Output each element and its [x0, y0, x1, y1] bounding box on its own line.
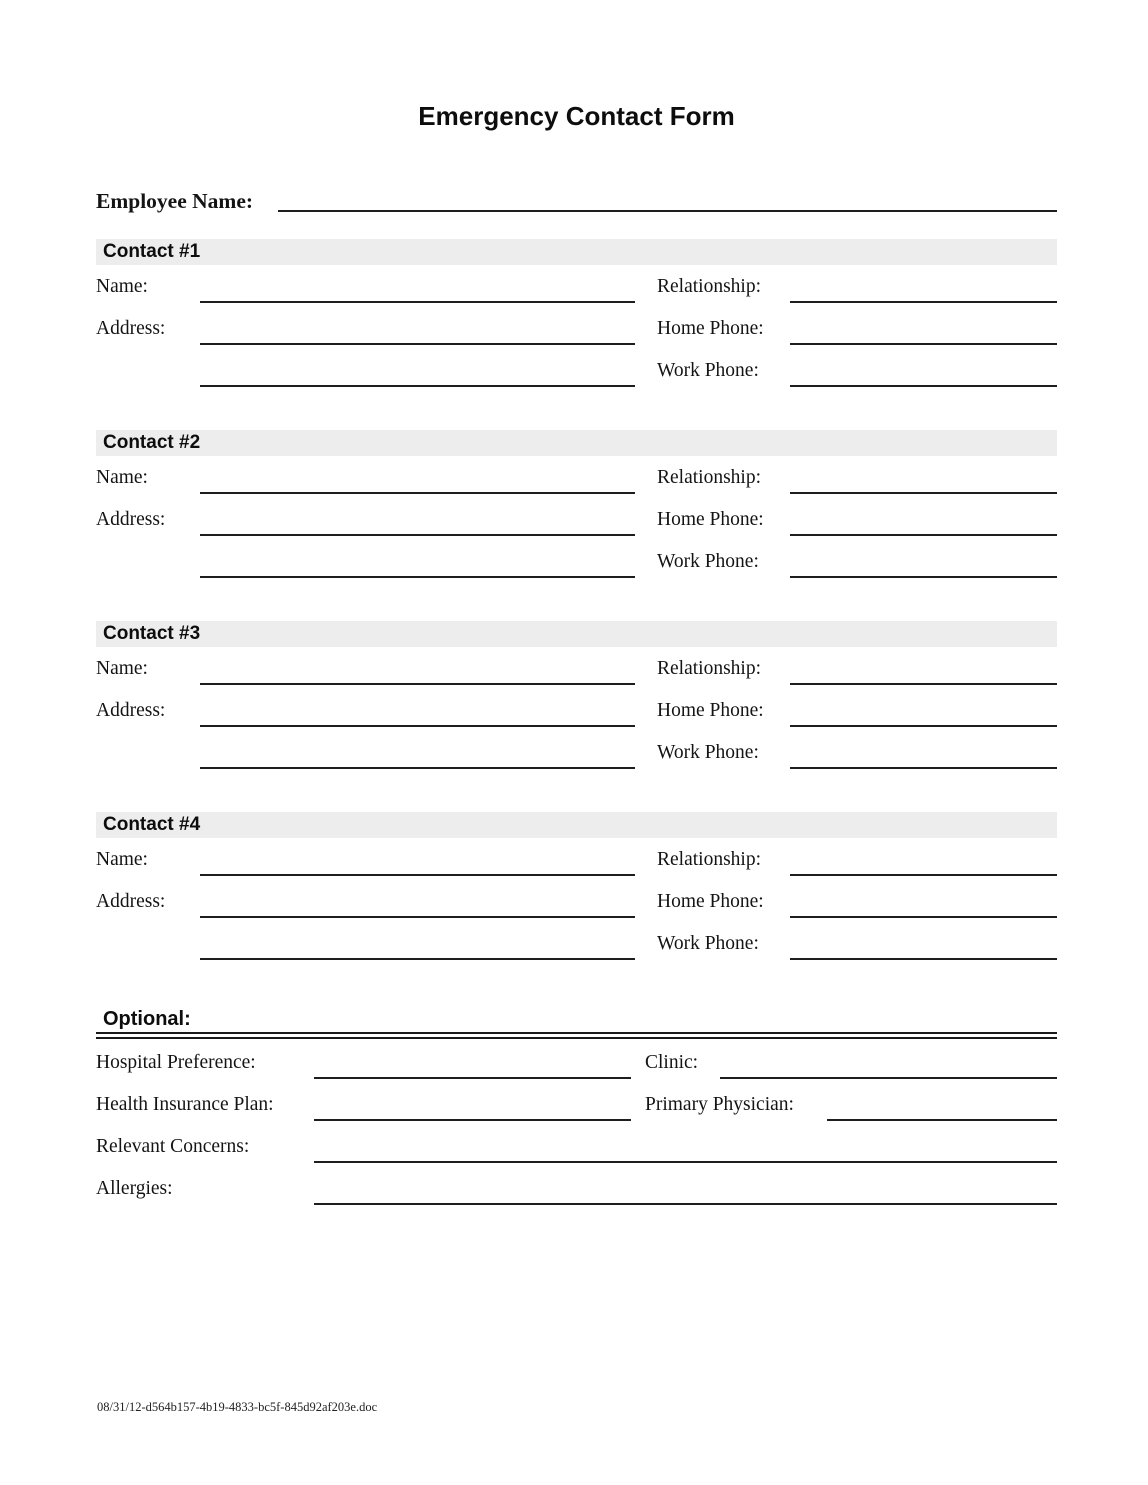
contact-4-work-phone-input-line[interactable]	[790, 958, 1057, 960]
relationship-label: Relationship:	[657, 849, 761, 870]
contact-section-3	[96, 621, 1057, 769]
contact-4-name-input-line[interactable]	[200, 874, 635, 876]
contact-4-row-address2	[96, 918, 1057, 960]
optional-row-relevant-concerns	[96, 1121, 1057, 1163]
name-label: Name:	[96, 467, 148, 488]
optional-header: Optional:	[103, 1008, 191, 1030]
primary-physician-label: Primary Physician:	[645, 1094, 794, 1115]
address-label: Address:	[96, 700, 166, 721]
contact-3-name-input-line[interactable]	[200, 683, 635, 685]
contact-3-home-phone-input-line[interactable]	[790, 725, 1057, 727]
primary-physician-input-line[interactable]	[827, 1119, 1057, 1121]
relationship-label: Relationship:	[657, 658, 761, 679]
contact-2-address-input-line[interactable]	[200, 534, 635, 536]
contact-2-rows	[96, 452, 1057, 578]
contact-2-row-address2	[96, 536, 1057, 578]
contact-1-work-phone-input-line[interactable]	[790, 385, 1057, 387]
contact-4-row-address	[96, 876, 1057, 918]
contact-2-header: Contact #2	[96, 430, 1057, 456]
blank-label-spacer	[96, 954, 200, 960]
contact-4-address2-input-line[interactable]	[200, 958, 635, 960]
contact-3-row-address	[96, 685, 1057, 727]
optional-row-hospital-clinic	[96, 1037, 1057, 1079]
clinic-input-line[interactable]	[720, 1077, 1057, 1079]
contact-3-address-input-line[interactable]	[200, 725, 635, 727]
contact-2-home-phone-input-line[interactable]	[790, 534, 1057, 536]
contact-1-row-name	[96, 261, 1057, 303]
contact-1-row-address2	[96, 345, 1057, 387]
contact-section-2	[96, 430, 1057, 578]
name-label: Name:	[96, 849, 148, 870]
optional-row-allergies	[96, 1163, 1057, 1205]
blank-label-spacer	[96, 381, 200, 387]
work-phone-label: Work Phone:	[657, 742, 759, 763]
contact-2-address2-input-line[interactable]	[200, 576, 635, 578]
contact-1-home-phone-input-line[interactable]	[790, 343, 1057, 345]
contact-1-address-input-line[interactable]	[200, 343, 635, 345]
contact-3-relationship-input-line[interactable]	[790, 683, 1057, 685]
contact-3-row-name	[96, 643, 1057, 685]
contact-3-row-address2	[96, 727, 1057, 769]
relevant-concerns-label: Relevant Concerns:	[96, 1136, 250, 1157]
contact-1-header: Contact #1	[96, 239, 1057, 265]
name-label: Name:	[96, 276, 148, 297]
allergies-input-line[interactable]	[314, 1203, 1057, 1205]
hospital-preference-input-line[interactable]	[314, 1077, 631, 1079]
relationship-label: Relationship:	[657, 276, 761, 297]
contact-4-home-phone-input-line[interactable]	[790, 916, 1057, 918]
optional-section	[96, 1008, 1057, 1205]
blank-label-spacer	[96, 763, 200, 769]
contact-4-header: Contact #4	[96, 812, 1057, 838]
contact-4-rows	[96, 834, 1057, 960]
contacts-list	[96, 239, 1057, 960]
address-label: Address:	[96, 318, 166, 339]
hospital-preference-label: Hospital Preference:	[96, 1052, 256, 1073]
contact-section-1	[96, 239, 1057, 387]
contact-4-row-name	[96, 834, 1057, 876]
contact-1-name-input-line[interactable]	[200, 301, 635, 303]
relationship-label: Relationship:	[657, 467, 761, 488]
name-label: Name:	[96, 658, 148, 679]
employee-name-label: Employee Name:	[96, 189, 254, 213]
contact-1-row-address	[96, 303, 1057, 345]
contact-1-relationship-input-line[interactable]	[790, 301, 1057, 303]
contact-2-work-phone-input-line[interactable]	[790, 576, 1057, 578]
relevant-concerns-input-line[interactable]	[314, 1161, 1057, 1163]
employee-name-input-line[interactable]	[278, 210, 1057, 212]
contact-1-address2-input-line[interactable]	[200, 385, 635, 387]
work-phone-label: Work Phone:	[657, 360, 759, 381]
work-phone-label: Work Phone:	[657, 933, 759, 954]
optional-row-insurance-physician	[96, 1079, 1057, 1121]
address-label: Address:	[96, 891, 166, 912]
form-title: Emergency Contact Form	[418, 101, 735, 131]
contact-2-relationship-input-line[interactable]	[790, 492, 1057, 494]
contact-2-row-name	[96, 452, 1057, 494]
optional-rows	[96, 1037, 1057, 1205]
home-phone-label: Home Phone:	[657, 700, 764, 721]
contact-2-row-address	[96, 494, 1057, 536]
contact-4-address-input-line[interactable]	[200, 916, 635, 918]
allergies-label: Allergies:	[96, 1178, 173, 1199]
home-phone-label: Home Phone:	[657, 891, 764, 912]
footer-filename: 08/31/12-d564b157-4b19-4833-bc5f-845d92af203e.doc	[97, 1400, 378, 1414]
contact-section-4	[96, 812, 1057, 960]
contact-2-name-input-line[interactable]	[200, 492, 635, 494]
home-phone-label: Home Phone:	[657, 509, 764, 530]
blank-label-spacer	[96, 572, 200, 578]
contact-3-work-phone-input-line[interactable]	[790, 767, 1057, 769]
contact-3-address2-input-line[interactable]	[200, 767, 635, 769]
contact-4-relationship-input-line[interactable]	[790, 874, 1057, 876]
health-insurance-plan-label: Health Insurance Plan:	[96, 1094, 274, 1115]
work-phone-label: Work Phone:	[657, 551, 759, 572]
employee-name-row	[96, 184, 1057, 212]
contact-3-rows	[96, 643, 1057, 769]
contact-1-rows	[96, 261, 1057, 387]
clinic-label: Clinic:	[645, 1052, 699, 1073]
home-phone-label: Home Phone:	[657, 318, 764, 339]
contact-3-header: Contact #3	[96, 621, 1057, 647]
health-insurance-plan-input-line[interactable]	[314, 1119, 631, 1121]
address-label: Address:	[96, 509, 166, 530]
